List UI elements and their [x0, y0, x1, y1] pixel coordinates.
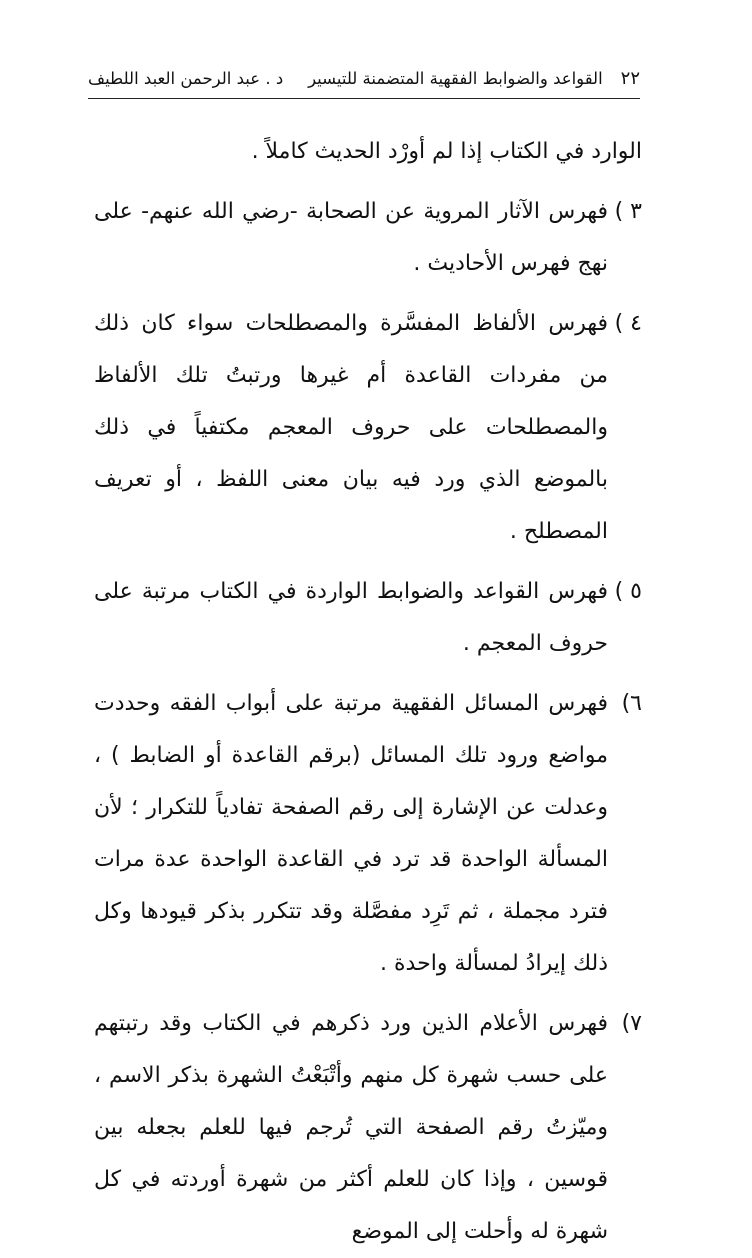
item-text: فهرس الآثار المروية عن الصحابة -رضي الله عنهم- على نهج فهرس الأحاديث . — [94, 199, 608, 276]
list-item — [94, 298, 642, 558]
book-title: القواعد والضوابط الفقهية المتضمنة للتيسير — [308, 68, 603, 88]
author-name: د . عبد الرحمن العبد اللطيف — [88, 68, 284, 88]
body-text — [94, 126, 642, 1258]
item-text: فهرس القواعد والضوابط الواردة في الكتاب مرتبة على حروف المعجم . — [94, 579, 608, 656]
list-item — [94, 186, 642, 290]
list-item — [94, 998, 642, 1258]
item-text: فهرس الألفاظ المفسَّرة والمصطلحات سواء كان ذلك من مفردات القاعدة أم غيرها ورتبتُ تلك الألفاظ والمصطلحات على حروف المعجم مكتفياً في ذلك بالموضع الذي ورد فيه بيان معنى اللفظ ، أو تعريف المصطلح . — [94, 311, 608, 544]
continuation-paragraph: الوارد في الكتاب إذا لم أورْد الحديث كاملاً . — [251, 139, 642, 164]
item-number: ٣ ) — [614, 199, 642, 224]
item-number: ٥ ) — [614, 579, 642, 604]
item-number: ٦) — [621, 691, 642, 716]
list-item — [94, 566, 642, 670]
item-number: ٧) — [621, 1011, 642, 1036]
item-text: فهرس الأعلام الذين ورد ذكرهم في الكتاب وقد رتبتهم على حسب شهرة كل منهم وأتْبَعْتُ الشهرة بذكر الاسم ، وميّزتُ رقم الصفحة التي تُرجم فيها للعلم بجعله بين قوسين ، وإذا كان للعلم أكثر من شهرة أوردته في كل شهرة له وأحلت إلى الموضع — [94, 1011, 608, 1244]
page-number: ٢٢ — [620, 67, 640, 89]
running-header — [88, 58, 640, 99]
list-item — [94, 678, 642, 990]
item-text: فهرس المسائل الفقهية مرتبة على أبواب الفقه وحددت مواضع ورود تلك المسائل (برقم القاعدة أو الضابط ) ، وعدلت عن الإشارة إلى رقم الصفحة تفادياً للتكرار ؛ لأن المسألة الواحدة قد ترد في القاعدة الواحدة عدة مرات فترد مجملة ، ثم تَرِد مفصَّلة وقد تتكرر بذكر قيودها وكل ذلك إيرادُ لمسألة واحدة . — [94, 691, 608, 976]
header-right-group — [308, 68, 640, 89]
item-number: ٤ ) — [614, 311, 642, 336]
